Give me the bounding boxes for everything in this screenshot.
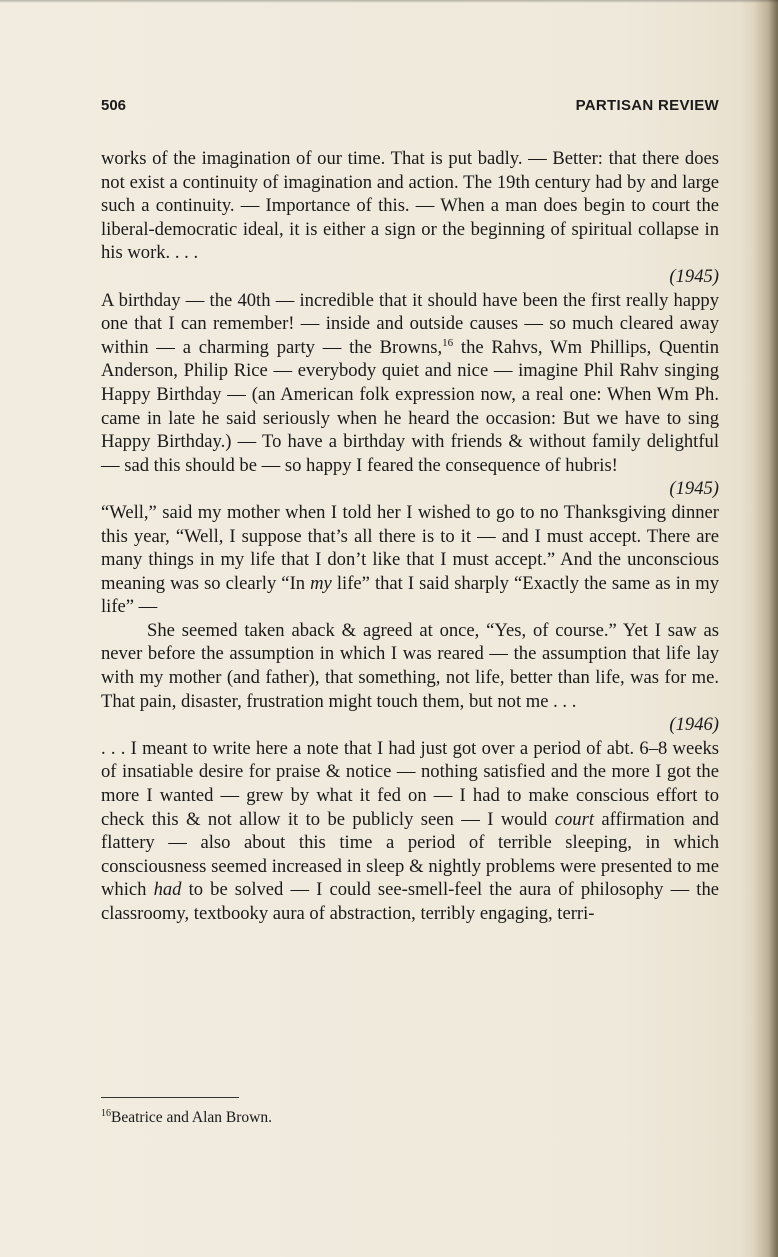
paragraph-3-part-b: life” that I said sharply “Exactly the same as in my life” — (101, 572, 719, 618)
paragraph-3 (101, 501, 719, 619)
page-top-edge (0, 0, 778, 3)
paragraph-5-part-a: . . . I meant to write here a note that I had just got over a period of abt. 6–8 weeks of insatiable desire for praise & notice — nothing satisfied and the more I got the more I wanted — grew by what it fed on — I had to make conscious effort to check this & not allow it to be publicly seen — I would (101, 737, 719, 830)
paragraph-2-part-a: A birthday — the 40th — incredible that it should have been the first really happy one that I can remember! — inside and outside causes — so much cleared away within — a charming party — the Browns, (101, 289, 719, 358)
running-head (101, 97, 719, 119)
paragraph-3-emphasis: my (310, 572, 332, 594)
paragraph-5-part-c: to be solved — I could see-smell-feel the aura of philosophy — the classroomy, textbooky aura of abstraction, terribly engaging, terri- (101, 879, 719, 924)
paragraph-2 (101, 289, 719, 478)
body-text (101, 147, 719, 926)
footnote-reference[interactable]: 16 (442, 336, 454, 349)
entry-date-1: (1945) (669, 265, 719, 287)
paragraph-2-part-b: the Rahvs, Wm Phillips, Quentin Anderson, Philip Rice — everybody quiet and nice — imagine Phil Rahv singing Happy Birthday — (an American folk expression now, a real one: When Wm Ph. came in late he said seriously when he heard the occasion: But we have to sing Happy Birthday.) — To have a birthday with friends & without family delightful — sad this should be — so happy I feared the consequence of hubris! (101, 336, 720, 476)
paragraph-4: She seemed taken aback & agreed at once, “Yes, of course.” Yet I saw as never before the assumption in which I was reared — the assumption that life lay with my mother (and father), that something, not life, better than life, was for me. That pain, disaster, frustration might touch them, but not me . . . (101, 619, 719, 712)
paragraph-5-part-b: affirmation and flattery — also about this time a period of terrible sleeping, in which consciousness seemed increased in sleep & nightly problems were presented to me which (101, 808, 719, 901)
page-number: 506 (101, 97, 127, 114)
binding-shadow (754, 0, 778, 1257)
footnote-divider (101, 1097, 239, 1098)
paragraph-5-emphasis-court: court (554, 808, 594, 830)
footnote-text: Beatrice and Alan Brown. (111, 1109, 272, 1127)
paragraph-5 (101, 737, 719, 926)
journal-title: PARTISAN REVIEW (575, 97, 719, 114)
entry-date-2: (1945) (669, 478, 719, 500)
entry-date-3: (1946) (669, 714, 719, 736)
footnote-number: 16 (101, 1108, 111, 1119)
paragraph-1: works of the imagination of our time. That is put badly. — Better: that there does not exist a continuity of imagination and action. The 19th century had by and large such a continuity. — Importance of this. — When a man does begin to court the liberal-democratic ideal, it is either a sign or the beginning of spiritual collapse in his work. . . . (101, 148, 719, 264)
footnote (101, 1108, 272, 1127)
paragraph-5-emphasis-had: had (153, 879, 182, 901)
paragraph-3-part-a: “Well,” said my mother when I told her I wished to go to no Thanksgiving dinner this year, “Well, I suppose that’s all there is to it — and I must accept. There are many things in my life that I don’t like that I must accept.” And the unconscious meaning was so clearly “In (101, 501, 719, 594)
